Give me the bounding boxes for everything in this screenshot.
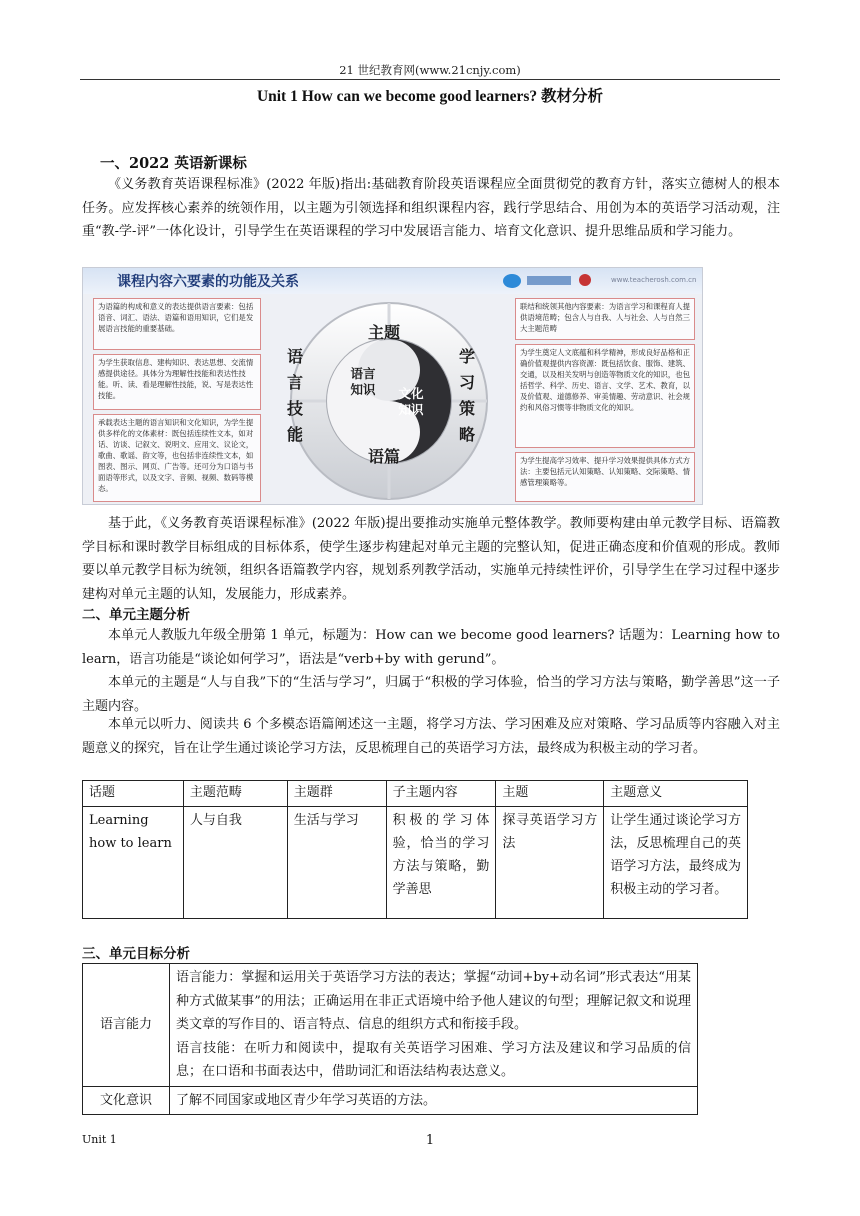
header-rule [80,79,780,80]
table-header-cell: 主题意义 [604,781,748,807]
table-row [83,1086,698,1115]
goal-content-cultural-awareness [170,1086,698,1115]
section1-paragraph: 《义务教育英语课程标准》(2022 年版)指出:基础教育阶段英语课程应全面贯彻党的教育方针，落实立德树人的根本任务。应发挥核心素养的统领作用，以主题为引领选择和组织课程内容，践行学思结合、用创为本的英语学习活动观，注重“教-学-评”一体化设计，引导学生在英语课程的学习中发展语言能力、培育文化意识、提升思维品质和学习能力。 [82,177,780,239]
figure-box-culture-knowledge: 为学生奠定人文底蕴和科学精神，形成良好品格和正确价值观提供内容资源：既包括饮食、服饰、建筑、交通，以及相关发明与创造等物质文化的知识，也包括哲学、科学、历史、语言、文学、艺术、教育，以及价值观、道德修养、审美情趣、劳动意识、社会规约和风俗习惯等非物质文化的知识。 [515,344,695,448]
table-header-cell: 主题 [496,781,604,807]
goal-label-cultural-awareness: 文化意识 [83,1086,170,1115]
ring-label-text: 语篇 [368,447,401,466]
table-header-cell: 话题 [83,781,184,807]
ring-label-language-skills: 语言技能 [286,347,303,444]
table-cell-subtheme: 积极的学习体验，恰当的学习方法与策略，勤学善思 [386,807,496,919]
figure-box-learning-strategies: 为学生提高学习效率、提升学习效果提供具体方式方法：主要包括元认知策略、认知策略、交际策略、情感管理策略等。 [515,452,695,502]
figure-title: 课程内容六要素的功能及关系 [117,274,299,290]
figure-box-theme: 联结和统领其他内容要素：为语言学习和课程育人提供语境范畴；包含人与自我、人与社会、人与自然三大主题范畴 [515,298,695,340]
logo-icon [503,274,521,288]
table-cell-topic: Learning how to learn [83,807,184,919]
paragraph-after-figure: 基于此，《义务教育英语课程标准》(2022 年版)提出要推动实施单元整体教学。教师要构建由单元教学目标、语篇教学目标和课时教学目标组成的目标体系，使学生逐步构建起对单元主题的完整认知，促进正确态度和价值观的形成。教师要以单元教学目标为统领，组织各语篇教学内容，规划系列教学活动，实施单元持续性评价，引导学生在学习过程中逐步建构对单元主题的认知，发展能力，形成素养。 [82,516,780,602]
figure-box-text: 承载表达主题的语言知识和文化知识，为学生提供多样化的文体素材：既包括连续性文本，如对话、访谈、记叙文、说明文、应用文、议论文，歌曲、歌谣、韵文等，也包括非连续性文本，如图表、图示、网页、广告等。还可分为口语与书面语等形式，以及文字、音频、视频、数码等模态。 [93,414,261,502]
section3-heading: 三、单元目标分析 [82,946,190,962]
unit-theme-table [82,780,748,919]
table-cell-theme: 探寻英语学习方法 [496,807,604,919]
logo-badge-icon [579,274,591,286]
goal-label-language-ability: 语言能力 [83,964,170,1087]
figure-box-language-skills: 为学生获取信息、建构知识、表达思想、交流情感提供途径。具体分为理解性技能和表达性技能。听、读、看是理解性技能，说、写是表达性技能。 [93,354,261,410]
table-header-cell: 子主题内容 [386,781,496,807]
section2-heading: 二、单元主题分析 [82,607,190,623]
footer-unit: Unit 1 [82,1133,117,1146]
goal-line: 语言能力：掌握和运用关于英语学习方法的表达；掌握“动词+by+动名词”形式表达“用某种方式做某事”的用法；正确运用在非正式语境中给予他人建议的句型；理解记叙文和说理类文章的写作目的、语言特点、信息的组织方式和衔接手段。 [176,970,691,1032]
figure-url: www.teacherosh.com.cn [611,276,697,284]
curriculum-elements-figure [82,267,703,505]
table-header-row [83,781,748,807]
logo-wordmark-icon [527,276,571,285]
table-cell-theme-category: 人与自我 [183,807,287,919]
document-title: Unit 1 How can we become good learners? 教材分析 [256,88,604,105]
table-header-cell: 主题范畴 [183,781,287,807]
ring-label-language-knowledge: 语言知识 [350,366,376,397]
table-row [83,964,698,1087]
goal-content-language-ability [170,964,698,1087]
section2-paragraph-3: 本单元以听力、阅读共 6 个多模态语篇阐述这一主题，将学习方法、学习困难及应对策略、学习品质等内容融入对主题意义的探究，旨在让学生通过谈论学习方法，反思梳理自己的英语学习方法，最终成为积极主动的学习者。 [82,717,780,756]
ring-label-theme: 主题 [368,323,401,342]
ring-label-learning-strategies: 学习策略 [458,347,475,444]
section2-paragraph-1: 本单元人教版九年级全册第 1 单元，标题为：How can we become good learners? 话题为：Learning how to learn，语言功能是“谈论如何学习”，语法是“verb+by with gerund”。 [82,628,780,667]
unit-goals-table [82,963,698,1115]
section1-heading: 一、2022 英语新课标 [100,155,247,172]
table-cell-theme-group: 生活与学习 [287,807,386,919]
ring-label-culture-knowledge: 文化知识 [398,386,424,417]
goal-line: 了解不同国家或地区青少年学习英语的方法。 [176,1092,437,1108]
table-row [83,807,748,919]
section2-paragraph-2: 本单元的主题是“人与自我”下的“生活与学习”，归属于“积极的学习体验，恰当的学习方法与策略，勤学善思”这一子主题内容。 [82,675,780,714]
table-cell-theme-meaning: 让学生通过谈论学习方法，反思梳理自己的英语学习方法，最终成为积极主动的学习者。 [604,807,748,919]
table-header-cell: 主题群 [287,781,386,807]
header-site-name: 21 世纪教育网(www.21cnjy.com) [339,63,521,77]
goal-line: 语言技能：在听力和阅读中，提取有关英语学习困难、学习方法及建议和学习品质的信息；在口语和书面表达中，借助词汇和语法结构表达意义。 [176,1040,691,1079]
figure-box-language-knowledge: 为语篇的构成和意义的表达提供语言要素：包括语音、词汇、语法、语篇和语用知识，它们是发展语言技能的重要基础。 [93,298,261,350]
footer-page-number: 1 [425,1133,435,1148]
